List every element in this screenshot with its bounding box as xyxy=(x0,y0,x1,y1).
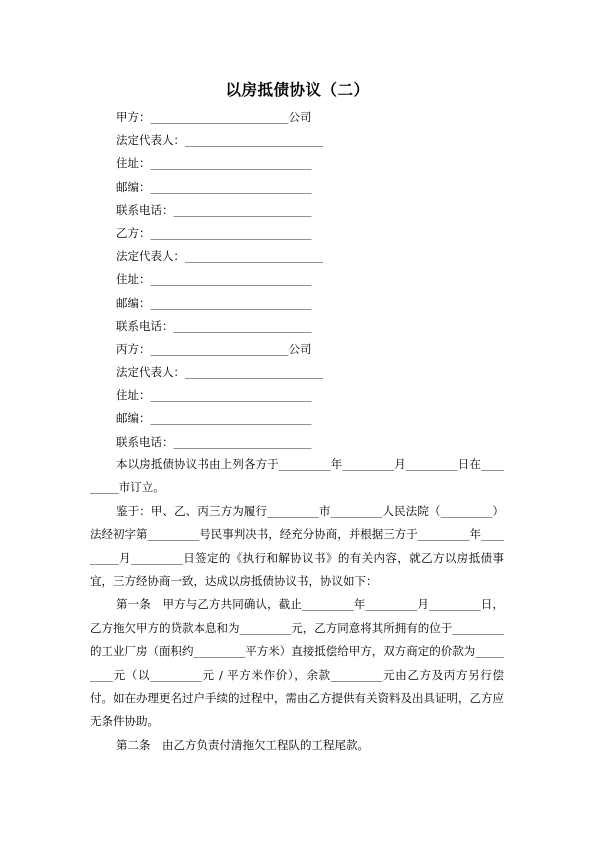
field-blank: ________________________ xyxy=(150,110,289,124)
field-label: 邮编： xyxy=(116,295,151,310)
field-label: 法定代表人： xyxy=(116,249,185,264)
field-blank: ____________________________ xyxy=(150,179,312,194)
party-b-name-field xyxy=(116,222,486,245)
recital-paragraph: 鉴于：甲、乙、丙三方为履行_________市_________人民法院（_________）法经初字第_________号民事判决书，经充分协商，并根据三方于_________年_________月_________日签定的《执行和解协议书》的有关内容，就乙方以房抵债事宜，三方经协商一致，达成以房抵债协议书，协议如下： xyxy=(90,503,504,589)
field-blank: ____________________________ xyxy=(150,156,312,171)
field-blank: ____________________________ xyxy=(150,295,312,310)
field-label: 乙方： xyxy=(116,225,151,240)
party-c-address-field xyxy=(116,384,486,407)
party-c-name-field xyxy=(116,338,486,361)
field-label: 丙方： xyxy=(116,341,151,356)
article-1-paragraph: 第一条 甲方与乙方共同确认，截止_________年_________月_________日，乙方拖欠甲方的贷款本息和为_________元，乙方同意将其所拥有的位于_________的工业厂房（面积约_________平方米）直接抵偿给甲方，双方商定的价款为_________元（以_________元 / 平方米作价），余款_________元由乙方及丙方另行偿付。如在办理更名过户手续的过程中，需由乙方提供有关资料及出具证明，乙方应无条件协助。 xyxy=(90,597,504,729)
field-blank: ____________________________ xyxy=(150,388,312,403)
party-a-address-field xyxy=(116,152,486,175)
article-2-paragraph: 第二条 由乙方负责付清拖欠工程队的工程尾款。 xyxy=(116,737,369,752)
field-label: 联系电话： xyxy=(116,434,174,449)
party-a-phone-field xyxy=(116,199,486,222)
party-b-phone-field xyxy=(116,315,486,338)
agreement-body xyxy=(90,453,504,757)
field-label: 邮编： xyxy=(116,411,151,426)
field-label: 住址： xyxy=(116,272,151,287)
field-label: 住址： xyxy=(116,156,151,171)
field-label: 联系电话： xyxy=(116,318,174,333)
field-blank: ________________________ xyxy=(173,318,312,333)
intro-paragraph: 本以房抵债协议书由上列各方于_________年_________月_________日在_________市订立。 xyxy=(90,457,504,495)
field-blank: ____________________________ xyxy=(150,411,312,426)
party-b-address-field xyxy=(116,268,486,291)
party-b-representative-field xyxy=(116,245,486,268)
field-blank: ________________________ xyxy=(185,133,323,148)
party-c-phone-field xyxy=(116,431,486,454)
field-blank: ________________________ xyxy=(185,365,323,380)
page-title: 以房抵债协议（二） xyxy=(225,81,370,99)
field-label: 法定代表人： xyxy=(116,365,185,380)
party-c-postcode-field xyxy=(116,407,486,430)
field-label: 住址： xyxy=(116,388,151,403)
field-label: 联系电话： xyxy=(116,202,174,217)
party-a-postcode-field xyxy=(116,176,486,199)
field-blank: ________________________ xyxy=(173,202,312,217)
field-blank: ____________________________ xyxy=(150,225,312,240)
party-a-name-field xyxy=(116,106,486,129)
party-c-representative-field xyxy=(116,361,486,384)
field-blank: ________________________ xyxy=(185,249,323,264)
field-blank: ________________________ xyxy=(150,341,289,356)
party-a-representative-field xyxy=(116,129,486,152)
field-suffix: 公司 xyxy=(288,341,312,356)
party-b-postcode-field xyxy=(116,292,486,315)
party-fields xyxy=(116,106,486,454)
field-blank: ____________________________ xyxy=(150,272,312,287)
field-suffix: 公司 xyxy=(288,110,312,124)
field-label: 法定代表人： xyxy=(116,133,185,148)
field-blank: ________________________ xyxy=(173,434,312,449)
field-label: 甲方： xyxy=(116,110,151,124)
field-label: 邮编： xyxy=(116,179,151,194)
